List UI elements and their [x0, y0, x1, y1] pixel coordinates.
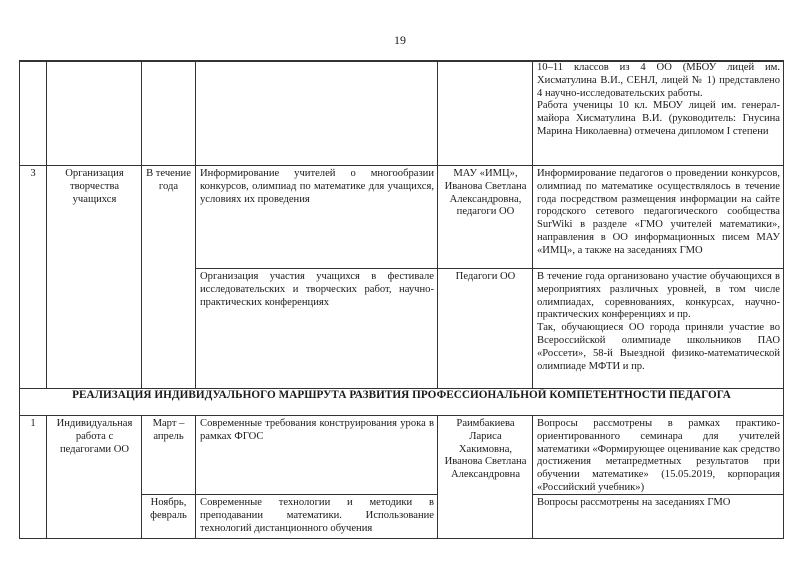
row-number: 3 [30, 168, 36, 179]
result-cell [533, 270, 783, 373]
activity-cell: Современные технологии и методики в преподавании математики. Использование технологий дистанционного обучения [200, 497, 434, 534]
col-divider [195, 60, 196, 388]
activity-cell: Организация участия учащихся в фестивале исследовательских и творческих работ, научно-практических конференциях [200, 271, 434, 308]
table-right-border [783, 60, 784, 539]
period-cell: Ноябрь, февраль [150, 497, 187, 521]
result-paragraph: Работа ученицы 10 кл. МБОУ лицей им. генерал-майора Хисматулина В.И. (руководитель: Гнусина Марина Николаевна) отмечена дипломом I степени [537, 100, 780, 137]
page-number: 19 [394, 33, 406, 47]
responsible-cell: Педагоги ОО [455, 271, 516, 282]
result-paragraph: Так, обучающиеся ОО города приняли участие во Всероссийской олимпиаде школьников ПАО «Россети», 58-й Выездной физико-математической олимпиаде МФТИ и пр. [537, 322, 780, 372]
result-cell [533, 61, 783, 139]
result-paragraph: 10–11 классов из 4 ОО (МБОУ лицей им. Хисматулина В.И., СЕНЛ, лицей № 1) представлено 4 научно-исследовательских работы. [537, 62, 780, 99]
table-left-border [19, 60, 20, 539]
responsible-cell: МАУ «ИМЦ», Иванова Светлана Александровна, педагоги ОО [444, 168, 527, 218]
col-divider [437, 60, 438, 388]
row-number: 1 [30, 418, 36, 429]
col-divider [141, 60, 142, 388]
result-paragraph: Информирование педагогов о проведении конкурсов, олимпиад по математике осуществлялось в течение года посредством размещения информации на сайте городского сетевого педагогического сообщества SurWiki в разделе «ГМО учителей математики», направления в ОО информационных писем МАУ «ИМЦ», а также на заседаниях ГМО [537, 168, 780, 256]
direction-cell: Организация творчества учащихся [65, 168, 124, 205]
direction-cell: Индивидуальная работа с педагогами ОО [56, 418, 133, 455]
result-cell: Вопросы рассмотрены на заседаниях ГМО [537, 497, 731, 508]
activity-cell: Современные требования конструирования урока в рамках ФГОС [200, 418, 434, 442]
subrow-divider [195, 268, 784, 269]
section-divider [19, 415, 784, 416]
result-cell [533, 167, 783, 258]
responsible-cell: Раимбакиева Лариса Хакимовна, Иванова Светлана Александровна [444, 418, 527, 481]
activity-cell: Информирование учителей о многообразии конкурсов, олимпиад по математике для учащихся, условиях их проведения [200, 168, 434, 205]
col-divider [46, 60, 47, 388]
subrow-divider [141, 494, 437, 495]
result-cell: Вопросы рассмотрены в рамках практико-ориентированного семинара для учителей математики «Формирующее оценивание как средство достижения метапредметных результатов при обучении математике» (15.05.2019, корпорация «Российский учебник») [537, 418, 780, 493]
table-bottom-border [19, 538, 784, 539]
section-title: РЕАЛИЗАЦИЯ ИНДИВИДУАЛЬНОГО МАРШРУТА РАЗВИТИЯ ПРОФЕССИОНАЛЬНОЙ КОМПЕТЕНТНОСТИ ПЕДАГОГА [72, 389, 731, 401]
period-cell: Март – апрель [152, 418, 185, 442]
row-divider [19, 165, 784, 166]
period-cell: В течение года [146, 168, 191, 192]
col-divider [46, 415, 47, 538]
result-paragraph: В течение года организовано участие обучающихся в мероприятиях различных уровней, в том числе олимпиадах, соревнованиях, конкурсах, научно-практических конференциях и пр. [537, 271, 780, 321]
